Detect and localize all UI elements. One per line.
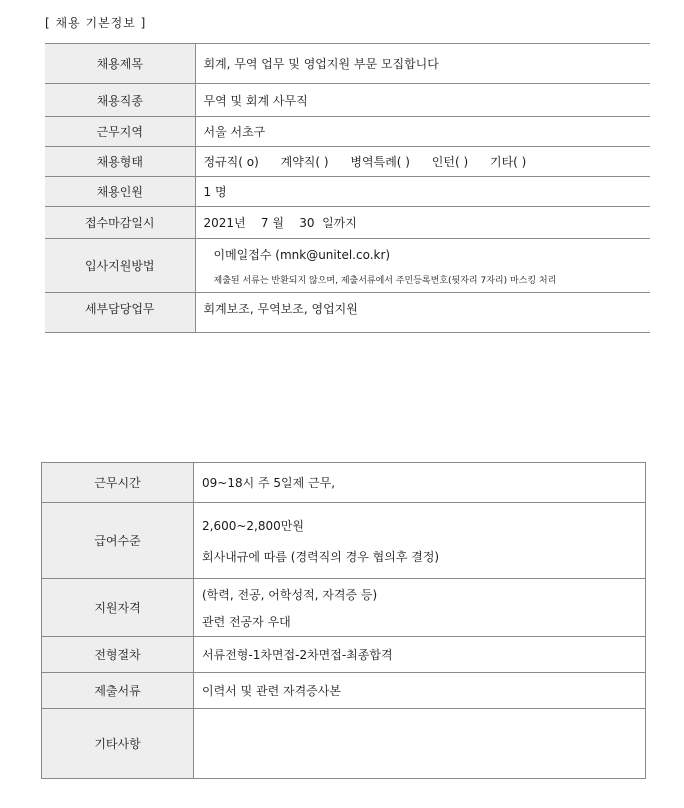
table-row: [45, 84, 650, 117]
employment-option-contract: 계약직( ): [280, 155, 329, 169]
deadline-label: 접수마감일시: [45, 207, 195, 239]
headcount-value: 1 명: [195, 177, 650, 207]
qualification-line-2: 관련 전공자 우대: [202, 614, 291, 629]
location-value: 서울 서초구: [195, 117, 650, 147]
salary-cell: [194, 503, 646, 579]
method-email: 이메일접수 (mnk@unitel.co.kr): [213, 247, 391, 262]
table-row: [45, 293, 650, 333]
salary-note: 회사내규에 따름 (경력직의 경우 협의후 결정): [202, 549, 440, 564]
table-row: [45, 239, 650, 293]
table-row: [42, 463, 646, 503]
table-row: [45, 147, 650, 177]
documents-label: 제출서류: [42, 673, 194, 709]
employment-option-regular: 정규직( o): [203, 155, 259, 169]
headcount-label: 채용인원: [45, 177, 195, 207]
table-row: [42, 503, 646, 579]
employment-option-military: 병역특례( ): [350, 155, 410, 169]
employment-label: 채용형태: [45, 147, 195, 177]
duties-label: 세부담당업무: [45, 293, 195, 333]
deadline-value: 2021년 7 월 30 일까지: [195, 207, 650, 239]
job-type-label: 채용직종: [45, 84, 195, 117]
basic-info-table: [45, 43, 650, 333]
salary-amount: 2,600~2,800만원: [202, 518, 304, 533]
table-row: [45, 207, 650, 239]
hours-label: 근무시간: [42, 463, 194, 503]
method-label: 입사지원방법: [45, 239, 195, 293]
duties-value: 회계보조, 무역보조, 영업지원: [195, 293, 650, 333]
table-row: [42, 709, 646, 779]
job-type-value: 무역 및 회계 사무직: [195, 84, 650, 117]
table-row: [45, 44, 650, 84]
table-row: [42, 579, 646, 637]
qualification-label: 지원자격: [42, 579, 194, 637]
table-row: [42, 673, 646, 709]
etc-label: 기타사항: [42, 709, 194, 779]
table-row: [45, 177, 650, 207]
table-row: [45, 117, 650, 147]
documents-value: 이력서 및 관련 자격증사본: [194, 673, 646, 709]
employment-option-intern: 인턴( ): [431, 155, 469, 169]
method-cell: [195, 239, 650, 293]
qualification-line-1: (학력, 전공, 어학성적, 자격증 등): [202, 587, 378, 602]
hours-value: 09~18시 주 5일제 근무,: [194, 463, 646, 503]
table-row: [42, 637, 646, 673]
qualification-cell: [194, 579, 646, 637]
salary-label: 급여수준: [42, 503, 194, 579]
etc-value: [194, 709, 646, 779]
location-label: 근무지역: [45, 117, 195, 147]
conditions-table: [41, 462, 646, 779]
employment-options: [195, 147, 650, 177]
title-label: 채용제목: [45, 44, 195, 84]
section-title: [ 채용 기본정보 ]: [45, 16, 147, 30]
title-value: 회계, 무역 업무 및 영업지원 부문 모집합니다: [195, 44, 650, 84]
process-label: 전형절차: [42, 637, 194, 673]
employment-option-other: 기타( ): [490, 155, 527, 169]
method-note: 제출된 서류는 반환되지 않으며, 제출서류에서 주민등록번호(뒷자리 7자리) 마스킹 처리: [213, 275, 557, 286]
process-value: 서류전형-1차면접-2차면접-최종합격: [194, 637, 646, 673]
